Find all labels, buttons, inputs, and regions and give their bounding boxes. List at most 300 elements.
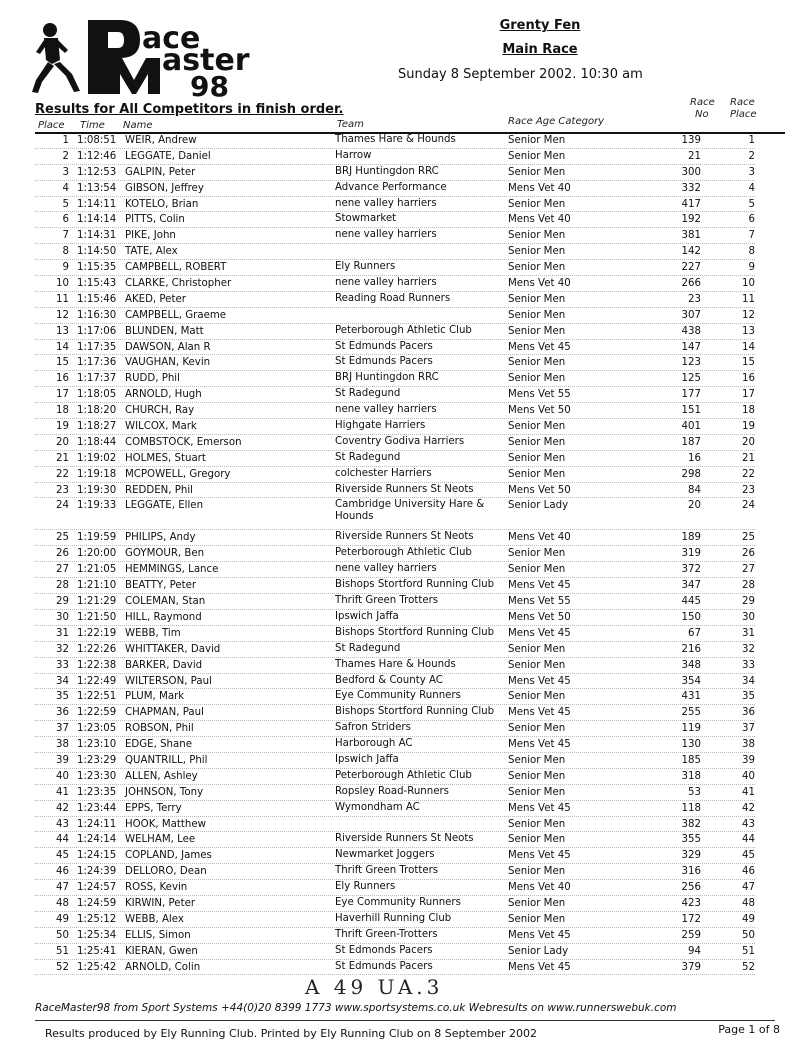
table-row	[35, 324, 790, 340]
table-row	[35, 451, 790, 467]
row-time: 1:21:05	[77, 564, 117, 576]
row-team: Thrift Green Trotters	[335, 595, 439, 607]
row-name: WHITTAKER, David	[125, 643, 221, 655]
row-category: Senior Men	[508, 754, 566, 766]
row-name: REDDEN, Phil	[125, 484, 193, 496]
row-time: 1:22:19	[77, 627, 117, 639]
row-place: 17	[56, 389, 69, 401]
row-team: Bishops Stortford Running Club	[335, 579, 495, 591]
row-race-no: 187	[681, 436, 701, 448]
table-row	[35, 244, 790, 260]
row-race-place: 18	[742, 405, 755, 417]
row-race-place: 12	[742, 309, 755, 321]
row-team: Peterborough Athletic Club	[335, 324, 472, 336]
row-race-place: 3	[748, 166, 755, 178]
row-race-no: 192	[681, 214, 701, 226]
row-place: 3	[62, 166, 69, 178]
row-race-no: 354	[681, 675, 701, 687]
row-name: LEGGATE, Ellen	[125, 500, 204, 512]
row-place: 6	[62, 214, 69, 226]
row-place: 33	[56, 659, 69, 671]
row-race-place: 33	[742, 659, 755, 671]
row-team: nene valley harriers	[335, 563, 437, 575]
row-name: RUDD, Phil	[125, 373, 180, 385]
row-time: 1:19:30	[77, 484, 117, 496]
row-name: HEMMINGS, Lance	[125, 564, 219, 576]
row-race-place: 45	[742, 850, 755, 862]
row-team: Peterborough Athletic Club	[335, 547, 472, 559]
row-team: St Edmunds Pacers	[335, 340, 433, 352]
row-time: 1:19:18	[77, 468, 117, 480]
row-race-place: 44	[742, 834, 755, 846]
row-place: 42	[56, 802, 69, 814]
row-race-place: 37	[742, 723, 755, 735]
row-time: 1:24:15	[77, 850, 117, 862]
row-race-place: 35	[742, 691, 755, 703]
row-team: Highgate Harriers	[335, 420, 426, 432]
row-category: Senior Men	[508, 643, 566, 655]
row-race-place: 30	[742, 611, 755, 623]
row-race-place: 19	[742, 421, 755, 433]
row-name: WILCOX, Mark	[125, 421, 197, 433]
row-time: 1:18:20	[77, 405, 117, 417]
row-race-no: 185	[681, 754, 701, 766]
row-name: WEIR, Andrew	[125, 135, 197, 146]
row-team: Riverside Runners St Neots	[335, 833, 474, 845]
row-race-no: 53	[688, 786, 701, 798]
row-time: 1:22:26	[77, 643, 117, 655]
row-place: 45	[56, 850, 69, 862]
table-row	[35, 292, 790, 308]
row-race-no: 150	[681, 611, 701, 623]
row-time: 1:22:38	[77, 659, 117, 671]
row-race-no: 431	[681, 691, 701, 703]
row-race-no: 227	[681, 262, 701, 274]
row-team: Ipswich Jaffa	[335, 610, 399, 622]
row-team: Thames Hare & Hounds	[335, 658, 456, 670]
row-race-no: 21	[688, 150, 701, 162]
row-place: 20	[56, 436, 69, 448]
col-header-race-place-line1: Race	[730, 97, 755, 108]
row-time: 1:21:29	[77, 596, 117, 608]
row-category: Mens Vet 40	[508, 278, 571, 290]
row-time: 1:24:57	[77, 882, 117, 894]
col-header-category: Race Age Category	[508, 116, 605, 127]
row-race-no: 147	[681, 341, 701, 353]
row-race-no: 381	[681, 230, 701, 242]
row-team: nene valley harriers	[335, 277, 437, 289]
row-race-place: 15	[742, 357, 755, 369]
row-team: Thames Hare & Hounds	[335, 134, 456, 145]
row-team: Bishops Stortford Running Club	[335, 626, 495, 638]
row-time: 1:17:37	[77, 373, 117, 385]
row-category: Senior Men	[508, 150, 566, 162]
row-race-place: 6	[748, 214, 755, 226]
row-race-place: 32	[742, 643, 755, 655]
row-time: 1:15:43	[77, 278, 117, 290]
row-place: 43	[56, 818, 69, 830]
row-team: Ely Runners	[335, 261, 396, 273]
row-race-no: 298	[681, 468, 701, 480]
row-place: 30	[56, 611, 69, 623]
row-race-no: 177	[681, 389, 701, 401]
row-name: GOYMOUR, Ben	[125, 548, 205, 560]
row-race-no: 417	[681, 198, 701, 210]
row-race-place: 40	[742, 770, 755, 782]
row-time: 1:14:14	[77, 214, 117, 226]
row-race-place: 13	[742, 325, 755, 337]
table-row	[35, 848, 790, 864]
row-place: 39	[56, 754, 69, 766]
row-race-no: 355	[681, 834, 701, 846]
row-team: Newmarket Joggers	[335, 849, 435, 861]
row-name: PIKE, John	[125, 230, 176, 242]
row-place: 46	[56, 866, 69, 878]
row-team: Eye Community Runners	[335, 690, 461, 702]
row-place: 2	[62, 150, 69, 162]
table-row	[35, 212, 790, 228]
row-team: St Edmunds Pacers	[335, 960, 433, 972]
row-name: ELLIS, Simon	[125, 929, 191, 941]
row-category: Mens Vet 50	[508, 611, 571, 623]
row-place: 52	[56, 961, 69, 973]
row-time: 1:21:10	[77, 580, 117, 592]
row-place: 50	[56, 929, 69, 941]
footer-produced-by: Results produced by Ely Running Club. Printed by Ely Running Club on 8 September 2002	[45, 1027, 538, 1040]
row-name: ROBSON, Phil	[125, 723, 194, 735]
row-place: 34	[56, 675, 69, 687]
row-place: 40	[56, 770, 69, 782]
row-place: 48	[56, 897, 69, 909]
race-date: Sunday 8 September 2002. 10:30 am	[398, 67, 643, 82]
row-place: 44	[56, 834, 69, 846]
row-race-no: 119	[681, 723, 701, 735]
row-team: St Radegund	[335, 388, 401, 400]
handwritten-note: A 49 UA.3	[305, 975, 444, 999]
row-name: COLEMAN, Stan	[125, 596, 206, 608]
row-place: 51	[56, 945, 69, 957]
row-place: 29	[56, 596, 69, 608]
row-place: 14	[56, 341, 69, 353]
row-place: 31	[56, 627, 69, 639]
row-time: 1:22:59	[77, 707, 117, 719]
row-time: 1:18:27	[77, 421, 117, 433]
row-time: 1:18:44	[77, 436, 117, 448]
row-category: Senior Men	[508, 723, 566, 735]
row-category: Mens Vet 45	[508, 627, 571, 639]
footer-software-credit: RaceMaster98 from Sport Systems +44(0)20 8399 1773 www.sportsystems.co.uk Webresults on www.runnerswebuk.com	[35, 1002, 677, 1014]
row-name: ALLEN, Ashley	[125, 770, 198, 782]
row-time: 1:12:53	[77, 166, 117, 178]
row-category: Mens Vet 40	[508, 182, 571, 194]
col-header-time: Time	[80, 120, 105, 131]
row-time: 1:16:30	[77, 309, 117, 321]
row-name: AKED, Peter	[125, 293, 186, 305]
col-header-name: Name	[123, 120, 153, 131]
row-place: 15	[56, 357, 69, 369]
table-row	[35, 435, 790, 451]
row-race-place: 31	[742, 627, 755, 639]
row-category: Senior Men	[508, 452, 566, 464]
row-race-no: 329	[681, 850, 701, 862]
table-row	[35, 880, 790, 896]
row-race-no: 318	[681, 770, 701, 782]
row-category: Mens Vet 45	[508, 739, 571, 751]
table-row	[35, 705, 790, 721]
racemaster-logo	[30, 8, 270, 100]
row-category: Senior Men	[508, 421, 566, 433]
row-time: 1:23:05	[77, 723, 117, 735]
row-team: Coventry Godiva Harriers	[335, 435, 465, 447]
row-time: 1:22:49	[77, 675, 117, 687]
table-row	[35, 801, 790, 817]
row-category: Senior Men	[508, 786, 566, 798]
row-team: Advance Performance	[335, 181, 447, 193]
row-race-no: 348	[681, 659, 701, 671]
row-time: 1:21:50	[77, 611, 117, 623]
row-name: GIBSON, Jeffrey	[125, 182, 204, 194]
row-place: 38	[56, 739, 69, 751]
row-team: Safron Striders	[335, 722, 411, 734]
row-team: Bedford & County AC	[335, 674, 443, 686]
row-race-no: 300	[681, 166, 701, 178]
table-row	[35, 133, 790, 149]
row-category: Mens Vet 40	[508, 882, 571, 894]
results-table	[35, 133, 790, 975]
row-name: DELLORO, Dean	[125, 866, 207, 878]
row-team: Riverside Runners St Neots	[335, 531, 474, 543]
row-category: Mens Vet 40	[508, 214, 571, 226]
row-race-no: 125	[681, 373, 701, 385]
row-name: HOOK, Matthew	[125, 818, 206, 830]
row-name: KOTELO, Brian	[125, 198, 199, 210]
row-race-place: 48	[742, 897, 755, 909]
row-category: Senior Men	[508, 691, 566, 703]
row-race-place: 4	[748, 182, 755, 194]
row-race-place: 2	[748, 150, 755, 162]
row-race-place: 1	[748, 135, 755, 146]
row-place: 37	[56, 723, 69, 735]
row-race-place: 39	[742, 754, 755, 766]
row-place: 36	[56, 707, 69, 719]
row-time: 1:14:50	[77, 246, 117, 258]
row-race-no: 142	[681, 246, 701, 258]
row-race-place: 41	[742, 786, 755, 798]
row-race-no: 94	[688, 945, 701, 957]
row-place: 47	[56, 882, 69, 894]
row-race-no: 118	[681, 802, 701, 814]
row-category: Senior Men	[508, 166, 566, 178]
row-race-place: 42	[742, 802, 755, 814]
row-category: Senior Men	[508, 373, 566, 385]
row-time: 1:13:54	[77, 182, 117, 194]
row-name: PITTS, Colin	[125, 214, 185, 226]
row-name: EDGE, Shane	[125, 739, 192, 751]
row-team: Wymondham AC	[335, 801, 420, 813]
table-row	[35, 228, 790, 244]
row-name: KIRWIN, Peter	[125, 897, 196, 909]
row-time: 1:23:35	[77, 786, 117, 798]
table-row	[35, 674, 790, 690]
row-name: EPPS, Terry	[125, 802, 182, 814]
row-place: 32	[56, 643, 69, 655]
row-race-no: 172	[681, 913, 701, 925]
row-name: PHILIPS, Andy	[125, 532, 196, 544]
row-name: WEBB, Alex	[125, 913, 184, 925]
row-race-no: 332	[681, 182, 701, 194]
row-race-place: 25	[742, 532, 755, 544]
row-time: 1:14:31	[77, 230, 117, 242]
row-time: 1:23:30	[77, 770, 117, 782]
row-race-no: 123	[681, 357, 701, 369]
row-team: Reading Road Runners	[335, 292, 451, 304]
row-place: 9	[62, 262, 69, 274]
row-place: 10	[56, 278, 69, 290]
row-category: Mens Vet 45	[508, 675, 571, 687]
results-subtitle: Results for All Competitors in finish order.	[35, 102, 344, 117]
row-race-place: 51	[742, 945, 755, 957]
row-name: VAUGHAN, Kevin	[125, 357, 211, 369]
table-row	[35, 896, 790, 912]
table-row	[35, 912, 790, 928]
row-race-place: 49	[742, 913, 755, 925]
svg-text:98: 98	[190, 70, 229, 100]
row-category: Senior Men	[508, 262, 566, 274]
row-time: 1:17:06	[77, 325, 117, 337]
row-category: Senior Men	[508, 230, 566, 242]
row-place: 41	[56, 786, 69, 798]
row-team: nene valley harriers	[335, 197, 437, 209]
row-category: Senior Men	[508, 564, 566, 576]
row-race-place: 46	[742, 866, 755, 878]
row-name: WILTERSON, Paul	[125, 675, 212, 687]
row-category: Senior Men	[508, 770, 566, 782]
table-row	[35, 387, 790, 403]
row-place: 21	[56, 452, 69, 464]
row-category: Senior Men	[508, 198, 566, 210]
row-team: Ropsley Road-Runners	[335, 785, 449, 797]
row-time: 1:23:10	[77, 739, 117, 751]
table-row	[35, 737, 790, 753]
row-name: TATE, Alex	[125, 246, 178, 258]
row-team: Harrow	[335, 149, 372, 161]
row-time: 1:24:59	[77, 897, 117, 909]
row-race-no: 151	[681, 405, 701, 417]
row-category: Senior Men	[508, 246, 566, 258]
footer-divider	[35, 1020, 775, 1021]
row-team: Ely Runners	[335, 881, 396, 893]
row-name: PLUM, Mark	[125, 691, 185, 703]
row-race-place: 8	[748, 246, 755, 258]
row-race-place: 47	[742, 882, 755, 894]
row-race-place: 34	[742, 675, 755, 687]
row-place: 16	[56, 373, 69, 385]
row-name: QUANTRILL, Phil	[125, 754, 208, 766]
row-race-place: 22	[742, 468, 755, 480]
row-race-no: 16	[688, 452, 701, 464]
row-race-place: 26	[742, 548, 755, 560]
table-row	[35, 578, 790, 594]
row-category: Mens Vet 45	[508, 929, 571, 941]
row-race-place: 52	[742, 961, 755, 973]
row-race-no: 256	[681, 882, 701, 894]
row-category: Senior Men	[508, 135, 566, 146]
row-team: Harborough AC	[335, 738, 413, 750]
row-time: 1:17:35	[77, 341, 117, 353]
table-row	[35, 308, 790, 324]
row-race-place: 20	[742, 436, 755, 448]
row-team: Thrift Green-Trotters	[335, 928, 438, 940]
row-race-no: 216	[681, 643, 701, 655]
row-race-no: 23	[688, 293, 701, 305]
row-name: HILL, Raymond	[125, 611, 202, 623]
table-row	[35, 149, 790, 165]
table-row	[35, 562, 790, 578]
table-row	[35, 340, 790, 356]
row-category: Senior Lady	[508, 500, 569, 512]
row-category: Senior Lady	[508, 945, 569, 957]
row-time: 1:20:00	[77, 548, 117, 560]
row-race-no: 139	[681, 135, 701, 146]
row-category: Senior Men	[508, 659, 566, 671]
row-time: 1:18:05	[77, 389, 117, 401]
row-time: 1:25:34	[77, 929, 117, 941]
row-category: Mens Vet 45	[508, 850, 571, 862]
row-name: DAWSON, Alan R	[125, 341, 211, 353]
table-row	[35, 944, 790, 960]
row-time: 1:12:46	[77, 150, 117, 162]
table-row	[35, 928, 790, 944]
row-race-place: 38	[742, 739, 755, 751]
row-team: St Radegund	[335, 451, 401, 463]
table-row	[35, 371, 790, 387]
row-place: 19	[56, 421, 69, 433]
row-place: 4	[62, 182, 69, 194]
row-place: 26	[56, 548, 69, 560]
table-row	[35, 721, 790, 737]
row-race-no: 130	[681, 739, 701, 751]
row-category: Senior Men	[508, 818, 566, 830]
row-race-place: 16	[742, 373, 755, 385]
row-time: 1:15:46	[77, 293, 117, 305]
row-category: Mens Vet 55	[508, 389, 571, 401]
col-header-place: Place	[38, 120, 65, 131]
row-place: 8	[62, 246, 69, 258]
event-title: Grenty Fen	[499, 18, 581, 33]
row-time: 1:25:41	[77, 945, 117, 957]
col-header-race-place-line2: Place	[730, 109, 757, 120]
row-team: Riverside Runners St Neots	[335, 483, 474, 495]
row-place: 7	[62, 230, 69, 242]
row-name: CLARKE, Christopher	[125, 278, 232, 290]
row-category: Mens Vet 45	[508, 961, 571, 973]
row-race-place: 36	[742, 707, 755, 719]
table-row	[35, 642, 790, 658]
row-place: 23	[56, 484, 69, 496]
row-name: COMBSTOCK, Emerson	[125, 436, 242, 448]
row-category: Senior Men	[508, 866, 566, 878]
row-team: St Edmunds Pacers	[335, 356, 433, 368]
row-race-no: 67	[688, 627, 701, 639]
row-place: 1	[62, 135, 69, 146]
row-team: BRJ Huntingdon RRC	[335, 372, 439, 384]
row-time: 1:23:29	[77, 754, 117, 766]
row-time: 1:19:59	[77, 532, 117, 544]
row-race-no: 438	[681, 325, 701, 337]
row-name: ARNOLD, Colin	[125, 961, 201, 973]
row-category: Mens Vet 55	[508, 596, 571, 608]
row-category: Senior Men	[508, 548, 566, 560]
